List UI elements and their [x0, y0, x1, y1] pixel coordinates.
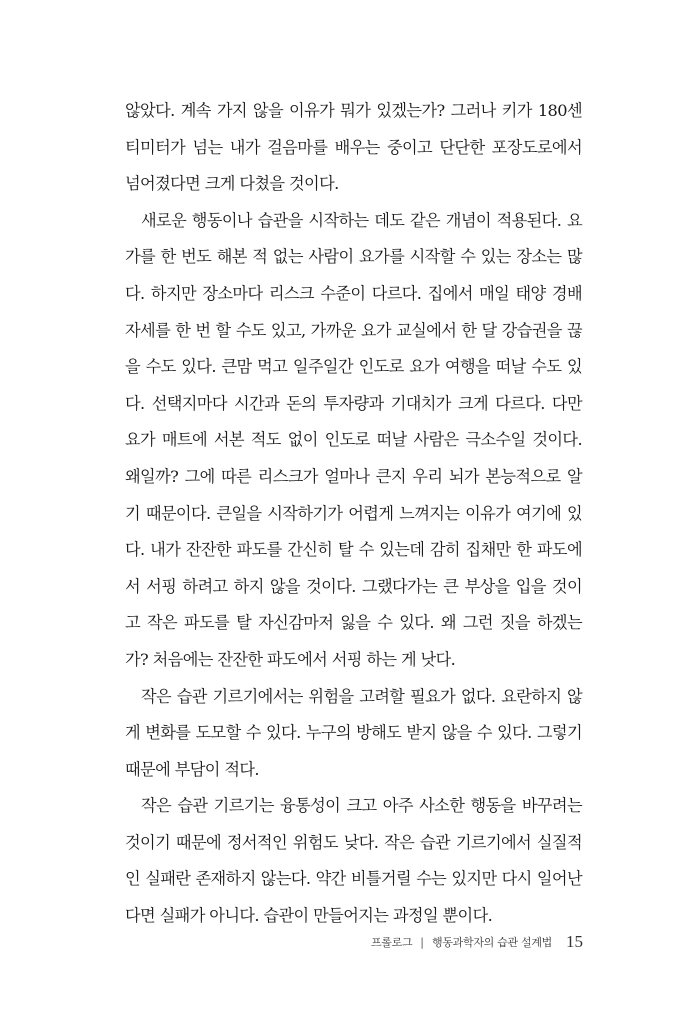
text-line: 다. 선택지마다 시간과 돈의 투자량과 기대치가 크게 다르다. 다만: [125, 393, 582, 413]
text-line: 다. 하지만 장소마다 리스크 수준이 다르다. 집에서 매일 태양 경배: [125, 283, 582, 303]
text-line: 다면 실패가 아니다. 습관이 만들어지는 과정일 뿐이다.: [125, 906, 493, 926]
page-footer: [371, 931, 583, 953]
text-line: 않았다. 계속 가지 않을 이유가 뭐가 있겠는가? 그러나 키가 180센: [125, 101, 582, 120]
text-line: 왜일까? 그에 따른 리스크가 얼마나 큰지 우리 뇌가 본능적으로 알: [125, 466, 582, 486]
text-line: 새로운 행동이나 습관을 시작하는 데도 같은 개념이 적용된다. 요: [141, 210, 582, 230]
body-text: [125, 93, 582, 935]
paragraph: [125, 93, 582, 203]
text-line: 티미터가 넘는 내가 걸음마를 배우는 중이고 단단한 포장도로에서: [125, 137, 582, 157]
text-line: 다. 내가 잔잔한 파도를 간신히 탈 수 있는데 감히 집채만 한 파도에: [125, 540, 582, 560]
text-line: 을 수도 있다. 큰맘 먹고 일주일간 인도로 요가 여행을 떠날 수도 있: [125, 357, 582, 377]
paragraph: [125, 788, 582, 934]
text-line: 게 변화를 도모할 수 있다. 누구의 방해도 받지 않을 수 있다. 그렇기: [125, 723, 582, 743]
text-line: 자세를 한 번 할 수도 있고, 가까운 요가 교실에서 한 달 강습권을 끊: [125, 320, 582, 340]
text-line: 작은 습관 기르기에서는 위험을 고려할 필요가 없다. 요란하지 않: [141, 686, 582, 706]
paragraph: [125, 203, 582, 679]
text-line: 요가 매트에 서본 적도 없이 인도로 떠날 사람은 극소수일 것이다.: [125, 430, 582, 450]
text-line: 것이기 때문에 정서적인 위험도 낮다. 작은 습관 기르기에서 실질적: [125, 832, 582, 852]
text-line: 가를 한 번도 해본 적 없는 사람이 요가를 시작할 수 있는 장소는 많: [125, 247, 582, 267]
running-head-separator: |: [420, 935, 425, 949]
paragraph: [125, 679, 582, 789]
text-line: 작은 습관 기르기는 융통성이 크고 아주 사소한 행동을 바꾸려는: [141, 796, 582, 816]
running-head-book-title: 행동과학자의 습관 설계법: [432, 936, 552, 949]
text-line: 넘어졌다면 크게 다쳤을 것이다.: [125, 174, 339, 194]
running-head-chapter: 프롤로그: [370, 936, 413, 949]
text-line: 가? 처음에는 잔잔한 파도에서 서핑 하는 게 낫다.: [125, 649, 456, 669]
text-line: 고 작은 파도를 탈 자신감마저 잃을 수 있다. 왜 그런 짓을 하겠는: [125, 613, 582, 633]
page-number: 15: [566, 932, 583, 951]
text-line: 서 서핑 하려고 하지 않을 것이다. 그랬다가는 큰 부상을 입을 것이: [125, 576, 582, 596]
text-line: 때문에 부담이 적다.: [125, 759, 259, 779]
text-line: 기 때문이다. 큰일을 시작하기가 어렵게 느껴지는 이유가 여기에 있: [125, 503, 582, 523]
text-line: 인 실패란 존재하지 않는다. 약간 비틀거릴 수는 있지만 다시 일어난: [125, 869, 582, 889]
